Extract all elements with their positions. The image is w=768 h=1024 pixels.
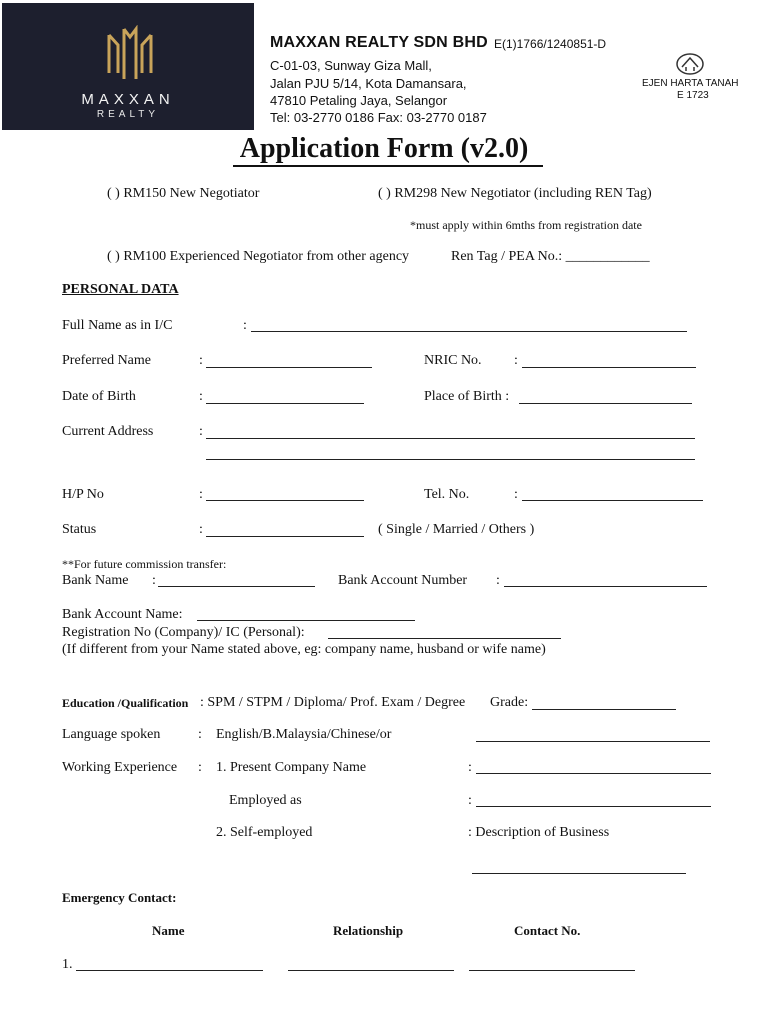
personal-data-heading: PERSONAL DATA (62, 282, 179, 297)
ejen-number: E 1723 (677, 90, 709, 101)
emergency-row-1-index: 1. (62, 957, 73, 972)
employed-as-colon: : (468, 793, 472, 808)
emergency-relationship-field-1[interactable] (288, 970, 454, 971)
hp-colon: : (199, 487, 203, 502)
pob-field[interactable] (519, 403, 692, 404)
phone-fax-line: Tel: 03-2770 0186 Fax: 03-2770 0187 (270, 110, 487, 125)
language-other-field[interactable] (476, 741, 710, 742)
tel-field[interactable] (522, 500, 703, 501)
address-field-1[interactable] (206, 438, 695, 439)
language-options: English/B.Malaysia/Chinese/or (216, 727, 392, 742)
education-options: : SPM / STPM / Diploma/ Prof. Exam / Degree (200, 695, 466, 710)
work-experience-colon: : (198, 760, 202, 775)
nric-field[interactable] (522, 367, 696, 368)
nric-label: NRIC No. (424, 353, 482, 368)
emergency-col-name: Name (152, 923, 185, 938)
tel-colon: : (514, 487, 518, 502)
brand-sub: REALTY (96, 109, 160, 120)
full-name-label: Full Name as in I/C (62, 318, 173, 333)
commission-note: **For future commission transfer: (62, 557, 227, 571)
language-label: Language spoken (62, 727, 161, 742)
company-registration: E(1)1766/1240851-D (494, 37, 607, 51)
status-field[interactable] (206, 536, 364, 537)
bank-account-number-label: Bank Account Number (338, 573, 468, 588)
brand-name: MAXXAN (81, 91, 175, 108)
bank-account-name-field[interactable] (197, 620, 415, 621)
work-experience-label: Working Experience (62, 760, 178, 775)
maxxan-logo-icon (106, 25, 154, 83)
bank-name-label: Bank Name (62, 573, 129, 588)
address-line-2: Jalan PJU 5/14, Kota Damansara, (270, 76, 467, 91)
education-label: Education /Qualification (62, 696, 189, 710)
option-rm298[interactable]: ( ) RM298 New Negotiator (including REN Tag) (378, 186, 652, 201)
option-rm100[interactable]: ( ) RM100 Experienced Negotiator from other agency (107, 249, 410, 264)
employed-as-field[interactable] (476, 806, 711, 807)
emergency-contact-heading: Emergency Contact: (62, 890, 177, 905)
address-line-1: C-01-03, Sunway Giza Mall, (270, 58, 432, 73)
option-rm298-note: *must apply within 6mths from registration date (410, 218, 642, 232)
bank-name-field[interactable] (158, 586, 315, 587)
company-logo (2, 3, 254, 130)
emergency-contact-field-1[interactable] (469, 970, 635, 971)
emergency-col-relationship: Relationship (333, 923, 404, 938)
title-underline (233, 165, 543, 167)
grade-field[interactable] (532, 709, 676, 710)
business-description-label: : Description of Business (468, 825, 610, 840)
tel-label: Tel. No. (424, 487, 470, 502)
registration-no-label: Registration No (Company)/ IC (Personal): (62, 625, 305, 640)
present-company-label: 1. Present Company Name (216, 760, 367, 775)
registration-no-field[interactable] (328, 638, 561, 639)
ejen-harta-tanah-icon (675, 52, 705, 76)
status-options: ( Single / Married / Others ) (378, 522, 535, 537)
preferred-name-field[interactable] (206, 367, 372, 368)
full-name-colon: : (243, 318, 247, 333)
dob-field[interactable] (206, 403, 364, 404)
employed-as-label: Employed as (229, 793, 302, 808)
emergency-col-contact: Contact No. (514, 923, 581, 938)
present-company-colon: : (468, 760, 472, 775)
present-company-field[interactable] (476, 773, 711, 774)
preferred-name-label: Preferred Name (62, 353, 152, 368)
self-employed-label: 2. Self-employed (216, 825, 313, 840)
ejen-label: EJEN HARTA TANAH (642, 78, 739, 89)
form-title: Application Form (v2.0) (239, 133, 529, 164)
full-name-field[interactable] (251, 331, 687, 332)
address-line-3: 47810 Petaling Jaya, Selangor (270, 93, 448, 108)
hp-field[interactable] (206, 500, 364, 501)
nric-colon: : (514, 353, 518, 368)
if-different-note: (If different from your Name stated above, eg: company name, husband or wife name) (62, 642, 546, 657)
address-colon: : (199, 424, 203, 439)
emergency-name-field-1[interactable] (76, 970, 263, 971)
ren-tag-field[interactable]: Ren Tag / PEA No.: ____________ (451, 249, 650, 264)
hp-label: H/P No (62, 487, 104, 502)
status-label: Status (62, 522, 97, 537)
business-description-field[interactable] (472, 873, 686, 874)
dob-label: Date of Birth (62, 389, 136, 404)
status-colon: : (199, 522, 203, 537)
bank-account-number-field[interactable] (504, 586, 707, 587)
address-label: Current Address (62, 424, 154, 439)
option-rm150[interactable]: ( ) RM150 New Negotiator (107, 186, 260, 201)
address-field-2[interactable] (206, 459, 695, 460)
grade-label: Grade: (490, 695, 529, 710)
bank-account-number-colon: : (496, 573, 500, 588)
pob-label: Place of Birth : (424, 389, 510, 404)
language-colon: : (198, 727, 202, 742)
bank-name-colon: : (152, 573, 156, 588)
company-name: MAXXAN REALTY SDN BHD (270, 34, 488, 51)
preferred-name-colon: : (199, 353, 203, 368)
bank-account-name-label: Bank Account Name: (62, 607, 183, 622)
dob-colon: : (199, 389, 203, 404)
